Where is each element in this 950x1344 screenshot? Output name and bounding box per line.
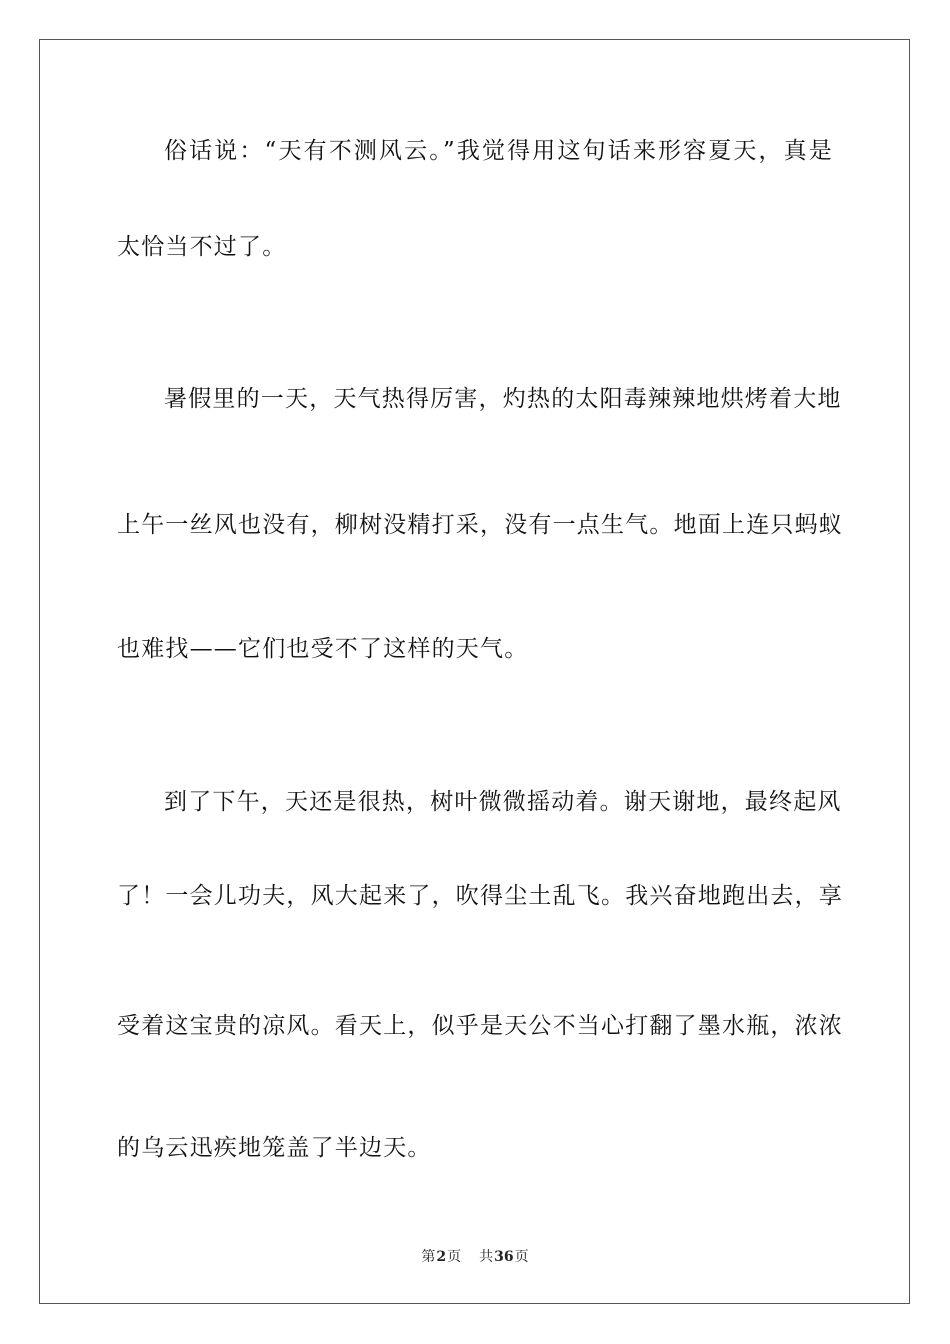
page-footer <box>0 1248 950 1266</box>
paragraph-1-line-2: 太恰当不过了。 <box>117 234 287 260</box>
total-suffix: 页 <box>514 1249 529 1265</box>
paragraph-3-line-4: 的乌云迅疾地笼盖了半边天。 <box>117 1135 432 1161</box>
total-pages: 36 <box>494 1249 514 1265</box>
paragraph-1-line-1: 俗话说：“天有不测风云。”我觉得用这句话来形容夏天，真是 <box>164 138 833 164</box>
paragraph-2-line-1: 暑假里的一天，天气热得厉害，灼热的太阳毒辣辣地烘烤着大地 <box>164 386 842 412</box>
paragraph-2-line-2: 上午一丝风也没有，柳树没精打采，没有一点生气。地面上连只蚂蚁 <box>117 512 843 538</box>
page-border <box>39 39 910 1304</box>
paragraph-3-line-1: 到了下午，天还是很热，树叶微微摇动着。谢天谢地，最终起风 <box>164 789 842 815</box>
page-number: 2 <box>436 1249 447 1265</box>
page-prefix: 第 <box>421 1249 436 1265</box>
paragraph-2-line-3: 也难找——它们也受不了这样的天气。 <box>117 636 529 662</box>
page-suffix: 页 <box>447 1249 462 1265</box>
paragraph-3-line-3: 受着这宝贵的凉风。看天上，似乎是天公不当心打翻了墨水瓶，浓浓 <box>117 1013 843 1039</box>
total-prefix: 共 <box>479 1249 494 1265</box>
paragraph-3-line-2: 了！一会儿功夫，风大起来了，吹得尘土乱飞。我兴奋地跑出去，享 <box>117 883 843 909</box>
